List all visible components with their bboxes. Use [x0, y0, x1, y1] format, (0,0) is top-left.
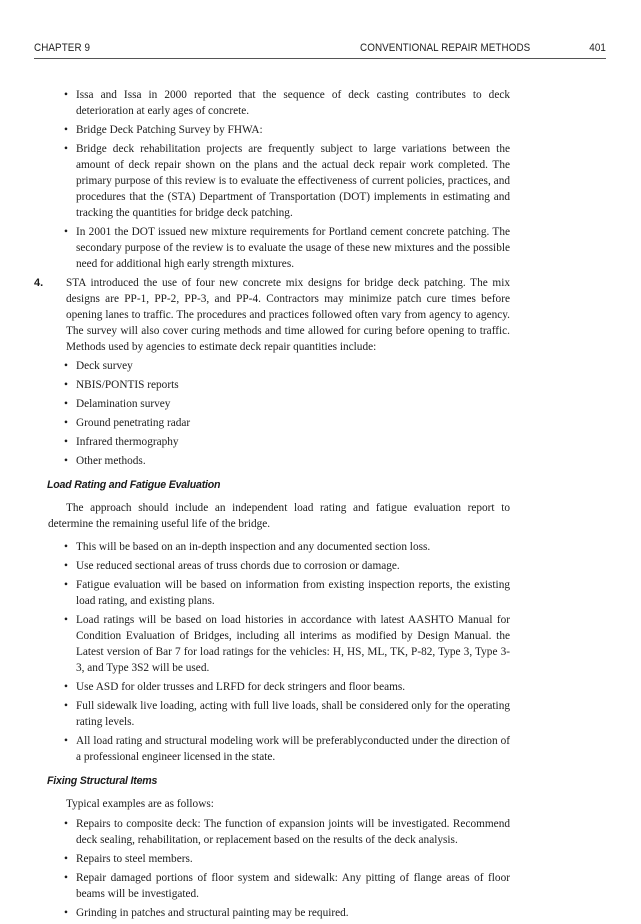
list-item: • In 2001 the DOT issued new mixture requirements for Portland cement concrete patching. The secondary purpose of the review is to evaluate the usage of these new mixtures and the possible need for additional high early strength mixtures. [48, 224, 510, 272]
item-number: 4. [34, 277, 44, 289]
fixing-paragraph: Typical examples are as follows: [66, 798, 214, 810]
list-item: • Grinding in patches and structural painting may be required. [48, 905, 510, 921]
list-item: • Fatigue evaluation will be based on information from existing inspection reports, the existing load rating, and existing plans. [48, 577, 510, 609]
list-item: • Load ratings will be based on load histories in accordance with latest AASHTO Manual for Condition Evaluation of Bridges, including all interims as modified by Design Manual. the Latest version of Bar 7 for load ratings for the vehicles: H, HS, ML, TK, P-82, Type 3, Type 3-3, and Type 3S2 will be used. [48, 612, 510, 676]
list-item: • Other methods. [48, 453, 510, 469]
fixing-bullet-list [48, 816, 510, 921]
intro-bullet-list [48, 87, 510, 272]
list-item: • Infrared thermography [48, 434, 510, 450]
page-number: 401 [589, 42, 606, 54]
list-item: • Repairs to steel members. [48, 851, 510, 867]
list-item: • Bridge deck rehabilitation projects are frequently subject to large variations between the amount of deck repair shown on the plans and the actual deck repair work completed. The primary purpose of this review is to evaluate the effectiveness of current policies, practices, and procedures that the (STA) Department of Transportation (DOT) implements in estimating and tracking the quantities for bridge deck patching. [48, 141, 510, 221]
chapter-label: CHAPTER 9 [34, 42, 91, 54]
list-item: • Use reduced sectional areas of truss chords due to corrosion or damage. [48, 558, 510, 574]
list-item: • Ground penetrating radar [48, 415, 510, 431]
load-rating-paragraph: The approach should include an independent load rating and fatigue evaluation report to determine the remaining useful life of the bridge. [48, 502, 510, 530]
fixing-heading: Fixing Structural Items [47, 775, 158, 787]
list-item: • This will be based on an in-depth inspection and any documented section loss. [48, 539, 510, 555]
numbered-item-4 [34, 275, 510, 355]
list-item: • Delamination survey [48, 396, 510, 412]
list-item: • Bridge Deck Patching Survey by FHWA: [48, 122, 510, 138]
list-item: • Issa and Issa in 2000 reported that the sequence of deck casting contributes to deck deterioration at early ages of concrete. [48, 87, 510, 119]
load-rating-bullet-list [48, 539, 510, 765]
load-rating-heading: Load Rating and Fatigue Evaluation [47, 479, 221, 491]
list-item: • Deck survey [48, 358, 510, 374]
list-item: • NBIS/PONTIS reports [48, 377, 510, 393]
item-text: STA introduced the use of four new concrete mix designs for bridge deck patching. The mix designs are PP-1, PP-2, PP-3, and PP-4. Contractors may minimize patch cure times before opening lanes to traffic. The procedures and practices followed often vary from agency to agency. The survey will also cover curing methods and time allowed for curing before opening to traffic. Methods used by agencies to estimate deck repair quantities include: [66, 277, 510, 353]
list-item: • Use ASD for older trusses and LRFD for deck stringers and floor beams. [48, 679, 510, 695]
list-item: • All load rating and structural modeling work will be preferablyconducted under the direction of a professional engineer licensed in the state. [48, 733, 510, 765]
page-body [34, 87, 510, 924]
list-item: • Repair damaged portions of floor system and sidewalk: Any pitting of flange areas of floor beams will be investigated. [48, 870, 510, 902]
header-rule [34, 58, 606, 59]
section-title: CONVENTIONAL REPAIR METHODS [360, 42, 531, 54]
running-header [34, 42, 606, 56]
list-item: • Repairs to composite deck: The function of expansion joints will be investigated. Recommend deck sealing, rehabilitation, or replacement based on the results of the deck analysis. [48, 816, 510, 848]
methods-bullet-list [48, 358, 510, 469]
list-item: • Full sidewalk live loading, acting with full live loads, shall be considered only for the operating rating levels. [48, 698, 510, 730]
